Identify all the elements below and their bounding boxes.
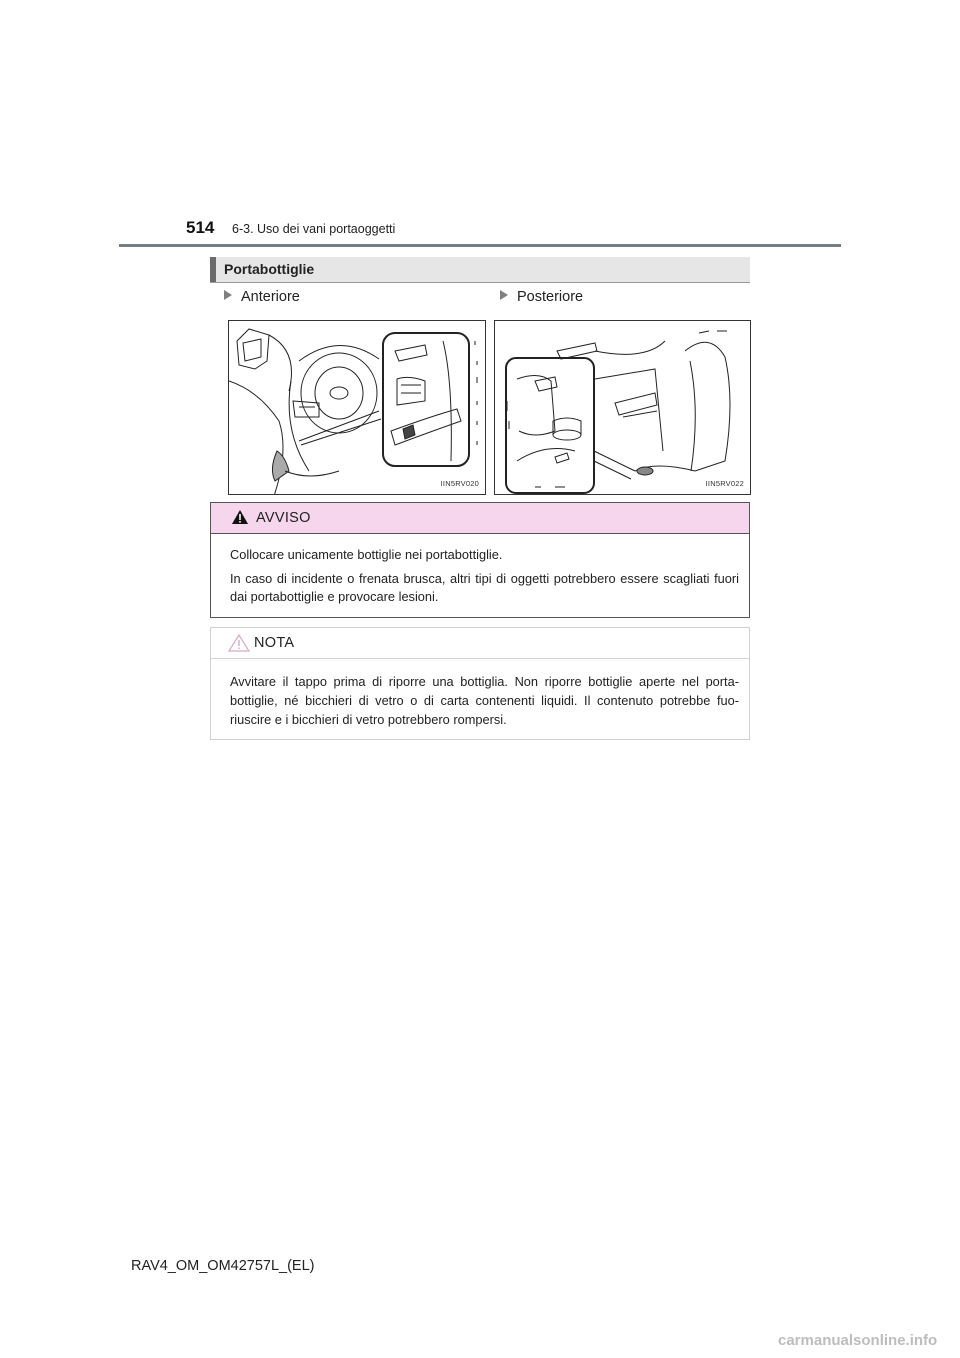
note-header (211, 628, 749, 659)
triangle-bullet-icon (500, 290, 508, 300)
warning-label: AVVISO (256, 510, 311, 526)
header-divider (119, 244, 841, 247)
warning-header (211, 503, 749, 534)
figure-caption-front (224, 289, 300, 305)
rear-door-illustration (495, 321, 751, 495)
section-heading-bar (210, 257, 216, 282)
note-box (210, 627, 750, 740)
document-code: RAV4_OM_OM42757L_(EL) (131, 1258, 315, 1274)
figure-rear-bottle-holder (494, 320, 751, 495)
note-text: Avvitare il tappo prima di riporre una bottiglia. Non riporre bottiglie aperte nel porta-bottiglie, né bicchieri di vetro o di carta contenenti liquidi. Il contenuto potrebbe fuo-riuscire e i bicchieri di vetro potrebbero rompersi. (230, 674, 739, 727)
figure-front-bottle-holder (228, 320, 486, 495)
section-title: Portabottiglie (224, 261, 315, 277)
warning-paragraph: In caso di incidente o frenata brusca, altri tipi di oggetti potrebbero essere scagliati fuori dai portabottiglie e provocare lesioni. (230, 570, 739, 604)
caution-triangle-icon (228, 634, 250, 652)
warning-paragraph: Collocare unicamente bottiglie nei portabottiglie. (230, 547, 503, 562)
triangle-bullet-icon (224, 290, 232, 300)
section-heading (210, 257, 750, 283)
front-door-illustration (229, 321, 486, 495)
chapter-title: 6-3. Uso dei vani portaoggetti (232, 222, 396, 236)
note-label: NOTA (254, 635, 295, 651)
figure-code-front: IIN5RV020 (440, 479, 479, 488)
warning-box (210, 502, 750, 618)
figure-code-rear: IIN5RV022 (705, 479, 744, 488)
warning-body (211, 534, 749, 607)
figure-caption-rear-label: Posteriore (517, 289, 584, 305)
figure-caption-front-label: Anteriore (241, 289, 300, 305)
figure-caption-rear (500, 289, 583, 305)
page-number: 514 (186, 218, 215, 237)
note-body (211, 659, 749, 729)
watermark: carmanualsonline.info (778, 1332, 938, 1349)
warning-triangle-icon (231, 509, 249, 525)
